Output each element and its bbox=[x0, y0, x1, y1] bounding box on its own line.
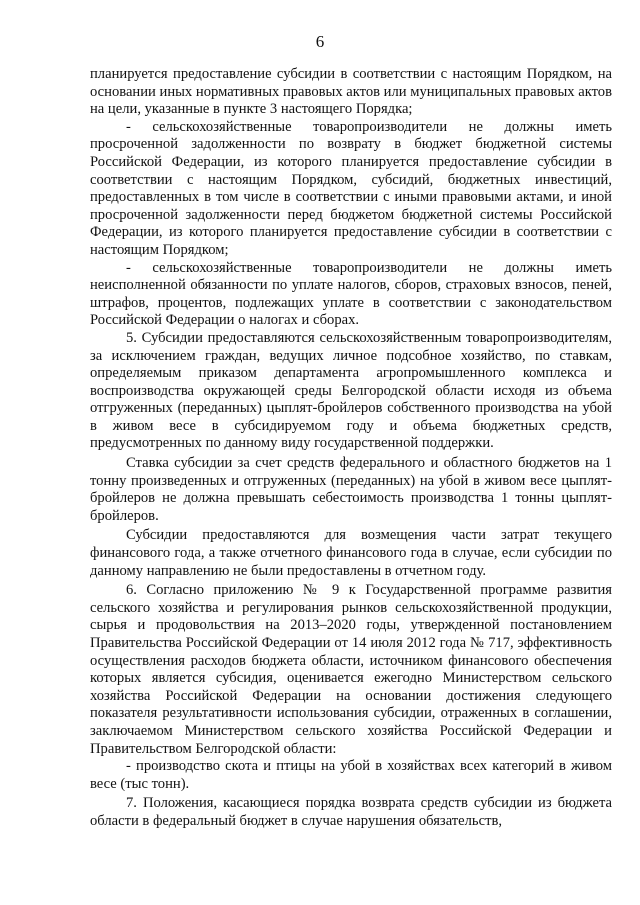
paragraph-reimbursement: Субсидии предоставляются для возмещения части затрат текущего финансового года, а также отчетного финансового года в случае, если субсидии по данному направлению не были предоставлены в отчетном году. bbox=[90, 527, 612, 579]
paragraph-continuation: планируется предоставление субсидии в соответствии с настоящим Порядком, на основании иных нормативных правовых актов или муниципальных правовых актов на цели, указанные в пункте 3 настоящего Порядка; bbox=[90, 66, 612, 118]
paragraph-no-overdue-debt: - сельскохозяйственные товаропроизводители не должны иметь просроченной задолженности по возврату в бюджет бюджетной системы Российской Федерации, из которого планируется предоставление субсидии в соответствии с настоящим Порядком, субсидий, бюджетных инвестиций, предоставленных в том числе в соответствии с иными правовыми актами, и иной просроченной задолженности перед бюджетом бюджетной системы Российской Федерации, из которого планируется предоставление субсидии в соответствии с настоящим Порядком; bbox=[90, 118, 612, 258]
page-number: 6 bbox=[315, 32, 325, 51]
paragraph-indicator: - производство скота и птицы на убой в хозяйствах всех категорий в живом весе (тыс тонн). bbox=[90, 758, 612, 792]
document-body bbox=[90, 66, 612, 831]
paragraph-section-6: 6. Согласно приложению № 9 к Государственной программе развития сельского хозяйства и регулирования рынков сельскохозяйственной продукции, сырья и продовольствия на 2013–2020 годы, утвержденной постановлением Правительства Российской Федерации от 14 июля 2012 года № 717, эффективность осуществления расходов бюджета области, источником финансового обеспечения которых является субсидия, оценивается ежегодно Министерством сельского хозяйства Российской Федерации на основании достижения следующего показателя результативности использования субсидии, отраженных в соглашении, заключаемом Министерством сельского хозяйства Российской Федерации и Правительством Белгородской области: bbox=[90, 582, 612, 757]
paragraph-section-7: 7. Положения, касающиеся порядка возврата средств субсидии из бюджета области в федеральный бюджет в случае нарушения обязательств, bbox=[90, 795, 612, 829]
paragraph-no-tax-arrears: - сельскохозяйственные товаропроизводители не должны иметь неисполненной обязанности по уплате налогов, сборов, страховых взносов, пеней, штрафов, процентов, подлежащих уплате в соответствии с законодательством Российской Федерации о налогах и сборах. bbox=[90, 259, 612, 329]
paragraph-subsidy-rate: Ставка субсидии за счет средств федерального и областного бюджетов на 1 тонну произведенных и отгруженных (переданных) на убой в живом весе цыплят-бройлеров не должна превышать себестоимость производства 1 тонны цыплят-бройлеров. bbox=[90, 455, 612, 524]
paragraph-section-5: 5. Субсидии предоставляются сельскохозяйственным товаропроизводителям, за исключением граждан, ведущих личное подсобное хозяйство, по ставкам, определяемым приказом департамента агропромышленного комплекса и воспроизводства окружающей среды Белгородской области исходя из объема отгруженных (переданных) цыплят-бройлеров собственного производства на убой в живом весе в субсидируемом году и объема бюджетных средств, предусмотренных по данному виду государственной поддержки. bbox=[90, 329, 612, 452]
